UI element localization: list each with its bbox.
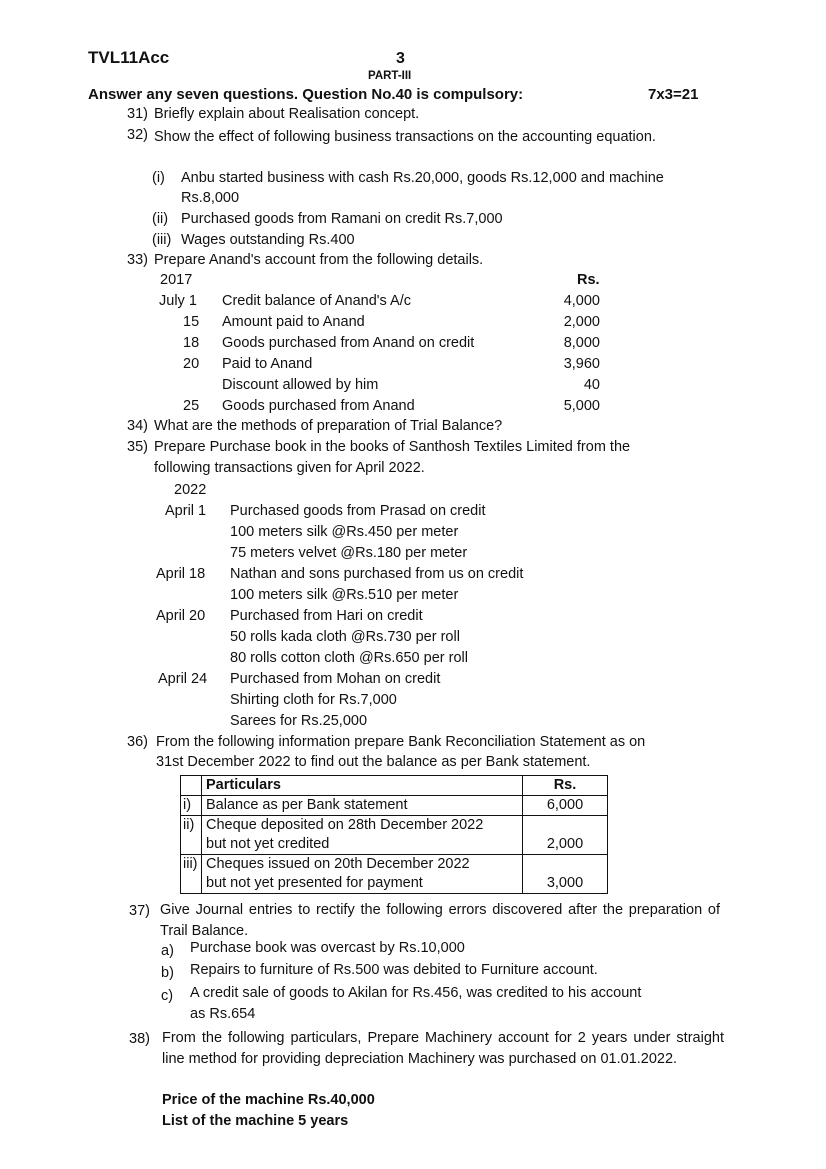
entry-date: April 1 bbox=[165, 503, 207, 519]
ledger-particular: Paid to Anand bbox=[222, 356, 313, 372]
question-text: following transactions given for April 2022. bbox=[154, 460, 425, 476]
table-row bbox=[181, 816, 608, 855]
row-amount: 3,000 bbox=[523, 855, 608, 894]
table-row bbox=[181, 855, 608, 894]
sub-item-mark: (ii) bbox=[152, 211, 169, 227]
machine-price: Price of the machine Rs.40,000 bbox=[162, 1092, 375, 1108]
table-row bbox=[181, 796, 608, 816]
row-amount: 2,000 bbox=[523, 816, 608, 855]
question-text: Give Journal entries to rectify the following errors discovered after the preparation of Trail Balance. bbox=[160, 902, 720, 939]
ledger-amount: 8,000 bbox=[563, 335, 600, 351]
column-header-particulars: Particulars bbox=[202, 776, 523, 796]
row-amount: 6,000 bbox=[523, 796, 608, 816]
question-text: From the following particulars, Prepare Machinery account for 2 years under straight line method for providing depreciation Machinery was purchased on 01.01.2022. bbox=[162, 1030, 724, 1067]
machine-life: List of the machine 5 years bbox=[162, 1113, 349, 1129]
ledger-date: 20 bbox=[183, 356, 200, 372]
ledger-date: 15 bbox=[183, 314, 200, 330]
entry-line: 75 meters velvet @Rs.180 per meter bbox=[230, 545, 468, 561]
row-particular-line: Cheque deposited on 28th December 2022 bbox=[206, 817, 484, 833]
question-number: 33) bbox=[127, 252, 148, 268]
sub-item-mark: c) bbox=[161, 988, 174, 1004]
ledger-particular: Amount paid to Anand bbox=[222, 314, 365, 330]
entry-line: 100 meters silk @Rs.510 per meter bbox=[230, 587, 459, 603]
question-text: Briefly explain about Realisation concept. bbox=[154, 106, 420, 122]
ledger-particular: Goods purchased from Anand bbox=[222, 398, 415, 414]
question-text: Show the effect of following business transactions on the accounting equation. bbox=[154, 129, 656, 145]
entry-date: April 24 bbox=[158, 671, 208, 687]
row-number: i) bbox=[181, 796, 202, 816]
entry-line: Purchased from Hari on credit bbox=[230, 608, 423, 624]
sub-item-text: Rs.8,000 bbox=[181, 190, 240, 206]
entry-line: 100 meters silk @Rs.450 per meter bbox=[230, 524, 459, 540]
question-number: 35) bbox=[127, 439, 148, 455]
row-particular: Balance as per Bank statement bbox=[202, 796, 523, 816]
column-header-rs: Rs. bbox=[523, 776, 608, 796]
question-text: Prepare Anand's account from the following details. bbox=[154, 252, 484, 268]
sub-item-text: as Rs.654 bbox=[190, 1006, 256, 1022]
section-marks: 7x3=21 bbox=[648, 86, 699, 103]
question-number: 36) bbox=[127, 734, 148, 750]
sub-item-text: Repairs to furniture of Rs.500 was debited to Furniture account. bbox=[190, 962, 598, 978]
row-particular-line: but not yet credited bbox=[206, 836, 330, 852]
amount-header: Rs. bbox=[577, 272, 600, 288]
sub-item-text: Anbu started business with cash Rs.20,000, goods Rs.12,000 and machine bbox=[181, 170, 664, 186]
entry-line: Nathan and sons purchased from us on credit bbox=[230, 566, 524, 582]
question-text: From the following information prepare Bank Reconciliation Statement as on bbox=[156, 734, 646, 750]
row-particular bbox=[202, 816, 523, 855]
ledger-amount: 5,000 bbox=[563, 398, 600, 414]
question-text: What are the methods of preparation of Trial Balance? bbox=[154, 418, 503, 434]
question-number: 37) bbox=[129, 903, 150, 919]
entry-line: Purchased from Mohan on credit bbox=[230, 671, 441, 687]
entry-date: April 18 bbox=[156, 566, 206, 582]
entry-line: Shirting cloth for Rs.7,000 bbox=[230, 692, 397, 708]
question-number: 31) bbox=[127, 106, 148, 122]
ledger-date: 18 bbox=[183, 335, 200, 351]
row-number: ii) bbox=[181, 816, 202, 855]
question-number: 32) bbox=[127, 127, 148, 143]
ledger-particular: Goods purchased from Anand on credit bbox=[222, 335, 475, 351]
question-number: 38) bbox=[129, 1031, 150, 1047]
row-particular bbox=[202, 855, 523, 894]
row-number: iii) bbox=[181, 855, 202, 894]
entry-line: Purchased goods from Prasad on credit bbox=[230, 503, 486, 519]
table-cell bbox=[181, 776, 202, 796]
section-instruction: Answer any seven questions. Question No.40 is compulsory: bbox=[88, 86, 524, 103]
row-particular-line: Cheques issued on 20th December 2022 bbox=[206, 856, 470, 872]
sub-item-mark: b) bbox=[161, 965, 174, 981]
part-heading: PART-III bbox=[368, 70, 412, 82]
entry-line: 50 rolls kada cloth @Rs.730 per roll bbox=[230, 629, 460, 645]
sub-item-mark: a) bbox=[161, 943, 174, 959]
ledger-year: 2017 bbox=[160, 272, 193, 288]
ledger-amount: 2,000 bbox=[563, 314, 600, 330]
paper-code: TVL11Acc bbox=[88, 48, 170, 67]
sub-item-mark: (iii) bbox=[152, 232, 172, 248]
brs-table bbox=[180, 775, 608, 894]
row-particular-line: but not yet presented for payment bbox=[206, 875, 423, 891]
entry-line: Sarees for Rs.25,000 bbox=[230, 713, 368, 729]
question-text: 31st December 2022 to find out the balance as per Bank statement. bbox=[156, 754, 591, 770]
ledger-amount: 4,000 bbox=[563, 293, 600, 309]
question-number: 34) bbox=[127, 418, 148, 434]
sub-item-text: Wages outstanding Rs.400 bbox=[181, 232, 355, 248]
table-header-row bbox=[181, 776, 608, 796]
ledger-date: 25 bbox=[183, 398, 200, 414]
journal-year: 2022 bbox=[174, 482, 207, 498]
question-text: Prepare Purchase book in the books of Santhosh Textiles Limited from the bbox=[154, 439, 631, 455]
page-number: 3 bbox=[396, 50, 405, 67]
sub-item-text: Purchase book was overcast by Rs.10,000 bbox=[190, 940, 465, 956]
ledger-particular: Discount allowed by him bbox=[222, 377, 379, 393]
entry-line: 80 rolls cotton cloth @Rs.650 per roll bbox=[230, 650, 468, 666]
sub-item-text: A credit sale of goods to Akilan for Rs.456, was credited to his account bbox=[190, 985, 642, 1001]
sub-item-mark: (i) bbox=[152, 170, 165, 186]
ledger-amount: 40 bbox=[583, 377, 600, 393]
entry-date: April 20 bbox=[156, 608, 206, 624]
sub-item-text: Purchased goods from Ramani on credit Rs.7,000 bbox=[181, 211, 503, 227]
ledger-date: July 1 bbox=[159, 293, 197, 309]
ledger-particular: Credit balance of Anand's A/c bbox=[222, 293, 411, 309]
ledger-amount: 3,960 bbox=[563, 356, 600, 372]
